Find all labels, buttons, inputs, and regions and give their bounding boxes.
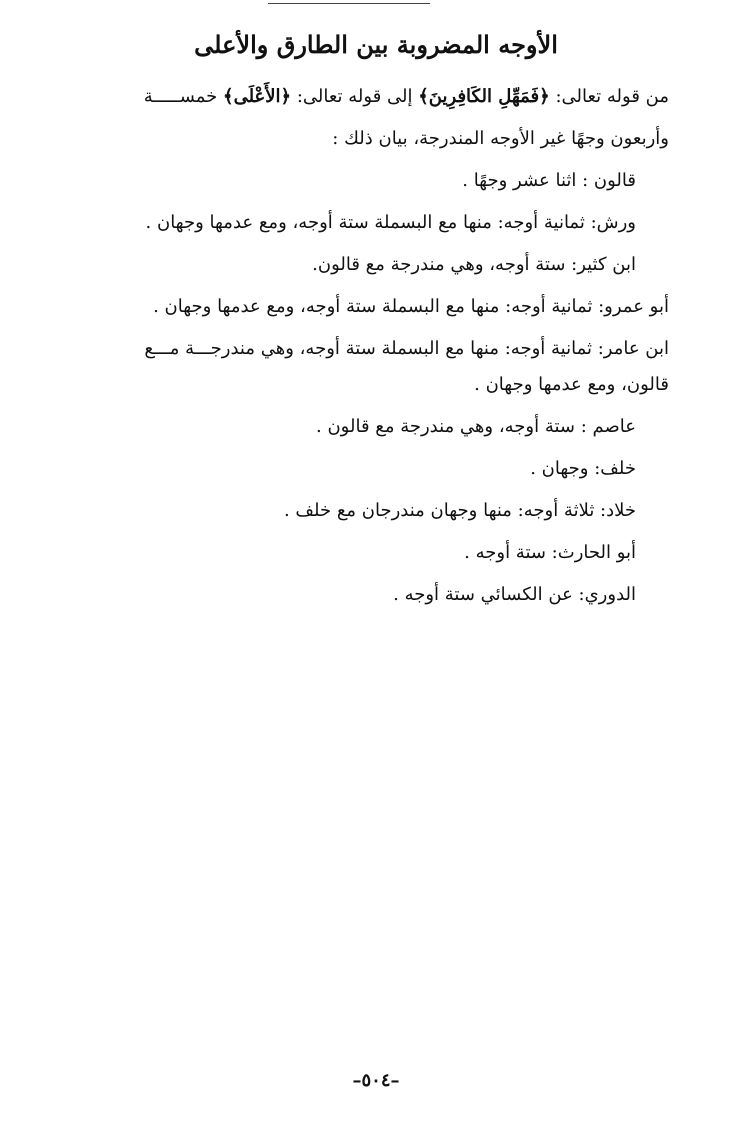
intro-suffix: خمســـــة: [143, 86, 224, 107]
intro-line-1: [69, 84, 669, 110]
reader-line-khalaf: خلف: وجهان .: [530, 458, 636, 479]
reader-line-asim: عاصم : ستة أوجه، وهي مندرجة مع قالون .: [316, 416, 636, 437]
intro-line-2: وأربعون وجهًا غير الأوجه المندرجة، بيان ذلك :: [332, 128, 669, 149]
verse-quote-2: ﴿الأَعْلَى﴾: [223, 86, 292, 107]
intro-prefix: من قوله تعالى:: [549, 86, 669, 107]
reader-line-ibn-amir-cont: قالون، ومع عدمها وجهان .: [474, 374, 669, 395]
page-number: –٥٠٤–: [352, 1070, 400, 1091]
reader-line-abu-al-harith: أبو الحارث: ستة أوجه .: [464, 542, 636, 563]
verse-quote-1: ﴿فَمَهِّلِ الكَافِرِينَ﴾: [418, 86, 550, 107]
intro-middle: إلى قوله تعالى:: [291, 86, 419, 107]
reader-line-khallad: خلاد: ثلاثة أوجه: منها وجهان مندرجان مع خلف .: [283, 500, 636, 521]
reader-line-abu-amr: أبو عمرو: ثمانية أوجه: منها مع البسملة ستة أوجه، ومع عدمها وجهان .: [153, 296, 669, 317]
reader-line-al-duri: الدوري: عن الكسائي ستة أوجه .: [393, 584, 636, 605]
page-title: الأوجه المضروبة بين الطارق والأعلى: [194, 30, 558, 59]
reader-line-ibn-amir: ابن عامر: ثمانية أوجه: منها مع البسملة ستة أوجه، وهي مندرجـــة مـــع: [144, 338, 669, 359]
reader-line-qalun: قالون : اثنا عشر وجهًا .: [462, 170, 636, 191]
reader-line-ibn-kathir: ابن كثير: ستة أوجه، وهي مندرجة مع قالون.: [312, 254, 636, 275]
top-rule: [268, 3, 430, 4]
reader-line-warsh: ورش: ثمانية أوجه: منها مع البسملة ستة أوجه، ومع عدمها وجهان .: [145, 212, 636, 233]
